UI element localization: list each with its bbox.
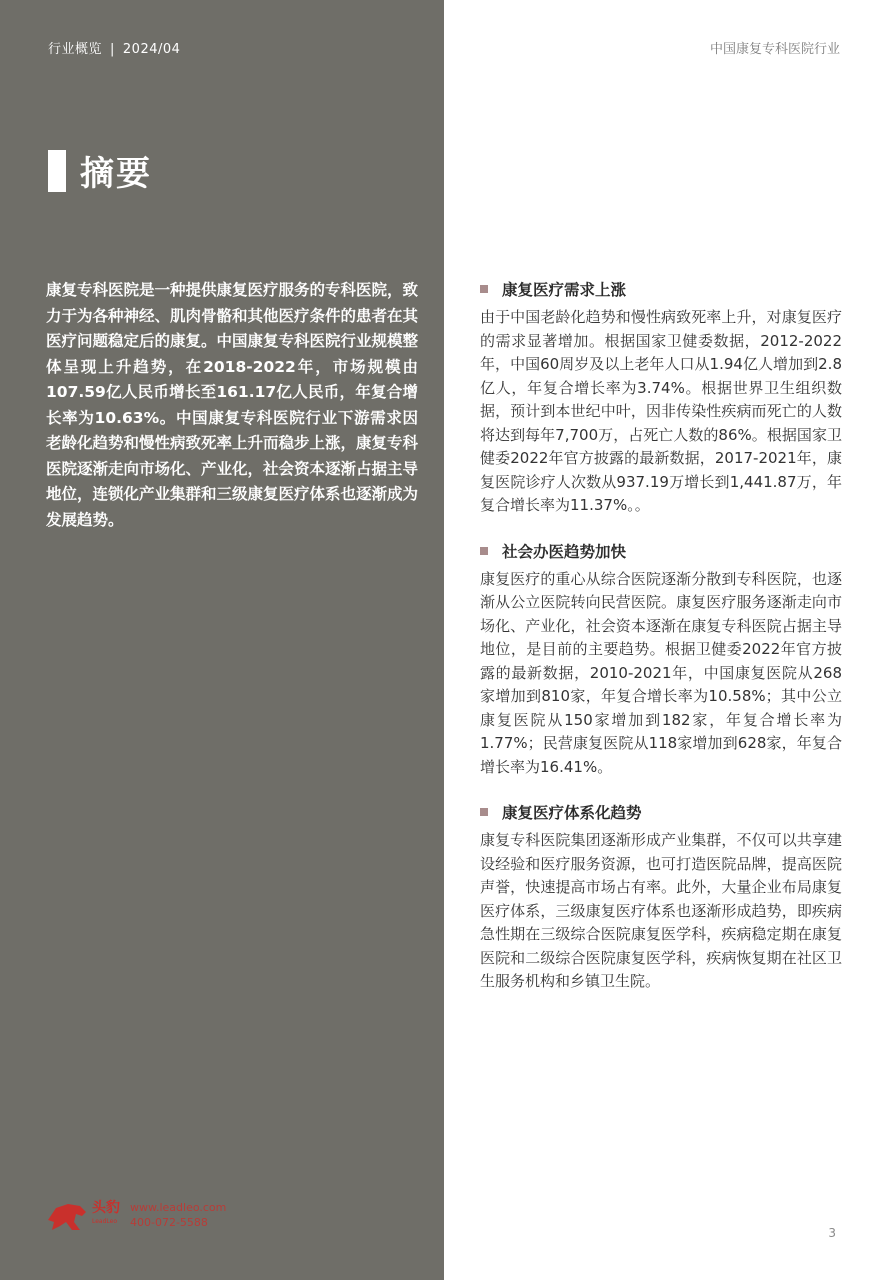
- logo-subtext: LeadLeo: [92, 1218, 118, 1225]
- contact-info: [130, 1200, 226, 1230]
- industry-label: 中国康复专科医院行业: [709, 42, 840, 57]
- phone-number: 400-072-5588: [130, 1216, 208, 1229]
- header-separator: |: [110, 42, 115, 57]
- header-left: [48, 38, 180, 57]
- right-column: [480, 278, 842, 1016]
- section-title: 康复医疗体系化趋势: [502, 804, 642, 822]
- section-title: 康复医疗需求上涨: [502, 281, 627, 299]
- category-label: 行业概览: [48, 42, 103, 57]
- section-header: [480, 540, 842, 562]
- title-block: [48, 146, 152, 195]
- section-header: [480, 801, 842, 823]
- summary-paragraph: 康复专科医院是一种提供康复医疗服务的专科医院，致力于为各种神经、肌肉骨骼和其他医疗条件的患者在其医疗问题稳定后的康复。中国康复专科医院行业规模整体呈现上升趋势，在2018-2022年，市场规模由107.59亿人民币增长至161.17亿人民币，年复合增长率为10.63%。中国康复专科医院行业下游需求因老龄化趋势和慢性病致死率上升而稳步上涨，康复专科医院逐渐走向市场化、产业化，社会资本逐渐占据主导地位，连锁化产业集群和三级康复医疗体系也逐渐成为发展趋势。: [46, 281, 419, 529]
- section-system: [480, 801, 842, 994]
- section-header: [480, 278, 842, 300]
- report-date: 2024/04: [122, 42, 181, 57]
- section-demand: [480, 278, 842, 518]
- section-body: 康复专科医院集团逐渐形成产业集群，不仅可以共享建设经验和医疗服务资源，也可打造医院品牌，提高医院声誉，快速提高市场占有率。此外，大量企业布局康复医疗体系，三级康复医疗体系也逐渐形成趋势，即疾病急性期在三级综合医院康复医学科，疾病稳定期在康复医院和二级综合医院康复医学科，疾病恢复期在社区卫生服务机构和乡镇卫生院。: [480, 831, 842, 990]
- page-title: 摘要: [80, 154, 152, 194]
- logo-name: 头豹: [92, 1200, 120, 1216]
- website-link[interactable]: www.leadleo.com: [130, 1201, 227, 1214]
- section-social-capital: [480, 540, 842, 780]
- section-title: 社会办医趋势加快: [502, 542, 627, 561]
- leopard-logo-icon: [46, 1198, 88, 1232]
- square-bullet-icon: [480, 285, 488, 293]
- square-bullet-icon: [480, 808, 488, 816]
- logo-text: [92, 1201, 120, 1229]
- page-number: 3: [828, 1226, 836, 1240]
- square-bullet-icon: [480, 547, 488, 555]
- section-body: 由于中国老龄化趋势和慢性病致死率上升，对康复医疗的需求显著增加。根据国家卫健委数据，2012-2022年，中国60周岁及以上老年人口从1.94亿人增加到2.8亿人，年复合增长率为3.74%。根据世界卫生组织数据，预计到本世纪中叶，因非传染性疾病而死亡的人数将达到每年7,700万，占死亡人数的86%。根据国家卫健委2022年官方披露的最新数据，2017-2021年，康复医院诊疗人次数从937.19万增长到1,441.87万，年复合增长率为11.37%。。: [480, 308, 842, 514]
- title-bar-decoration: [48, 150, 66, 192]
- section-body: 康复医疗的重心从综合医院逐渐分散到专科医院，也逐渐从公立医院转向民营医院。康复医疗服务逐渐走向市场化、产业化，社会资本逐渐在康复专科医院占据主导地位，是目前的主要趋势。根据卫健委2022年官方披露的最新数据，2010-2021年，中国康复医院从268家增加到810家，年复合增长率为10.58%；其中公立康复医院从150家增加到182家，年复合增长率为1.77%；民营康复医院从118家增加到628家，年复合增长率为16.41%。: [480, 569, 842, 776]
- brand-logo: [46, 1198, 226, 1232]
